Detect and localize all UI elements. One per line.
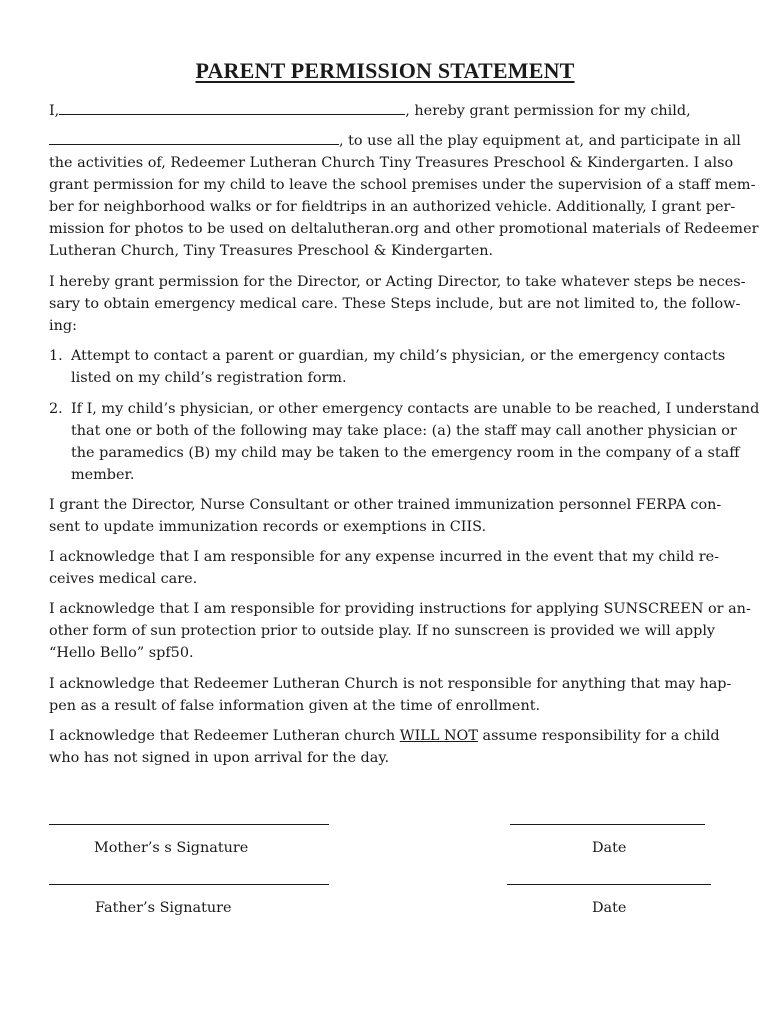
sunscreen-text-line: “Hello Bello” spf50. <box>49 645 194 661</box>
date-label-1: Date <box>592 840 627 856</box>
date-label-2: Date <box>592 900 627 916</box>
child-name-blank[interactable] <box>49 130 339 145</box>
arrival-line-2: who has not signed in upon arrival for the day. <box>49 750 390 766</box>
intro-prefix: I, <box>49 103 60 119</box>
list-number: 1. <box>49 348 63 364</box>
false-info-text-line: pen as a result of false information given at the time of enrollment. <box>49 698 541 714</box>
arrival-prefix: I acknowledge that Redeemer Lutheran church <box>49 728 396 744</box>
emergency-text-line: I hereby grant permission for the Director, or Acting Director, to take whatever steps be neces- <box>49 274 746 290</box>
list-item-text: the paramedics (B) my child may be taken to the emergency room in the company of a staff <box>71 445 740 461</box>
parent-name-blank[interactable] <box>59 100 405 115</box>
sunscreen-text-line: I acknowledge that I am responsible for providing instructions for applying SUNSCREEN or an- <box>49 601 751 617</box>
expense-text-line: I acknowledge that I am responsible for any expense incurred in the event that my child re- <box>49 549 720 565</box>
list-item-text: that one or both of the following may take place: (a) the staff may call another physician or <box>71 423 737 439</box>
intro-text-line: grant permission for my child to leave the school premises under the supervision of a staff mem- <box>49 177 756 193</box>
list-item-2 <box>49 398 759 420</box>
emergency-text-line: sary to obtain emergency medical care. These Steps include, but are not limited to, the follow- <box>49 296 741 312</box>
intro-text-line: the activities of, Redeemer Lutheran Church Tiny Treasures Preschool & Kindergarten. I also <box>49 155 734 171</box>
intro-line-1 <box>49 100 691 122</box>
arrival-line-1 <box>49 725 720 747</box>
sunscreen-text-line: other form of sun protection prior to outside play. If no sunscreen is provided we will apply <box>49 623 716 639</box>
intro-line-2 <box>49 130 741 152</box>
list-item-text: member. <box>71 467 135 483</box>
mother-signature-label: Mother’s s Signature <box>94 840 249 856</box>
expense-text-line: ceives medical care. <box>49 571 198 587</box>
intro-line-2-suffix: , to use all the play equipment at, and participate in all <box>339 133 741 149</box>
list-item-1 <box>49 345 725 367</box>
list-item-text: Attempt to contact a parent or guardian, my child’s physician, or the emergency contacts <box>71 348 726 364</box>
emergency-text-line: ing: <box>49 318 77 334</box>
intro-text-line: ber for neighborhood walks or for fieldtrips in an authorized vehicle. Additionally, I grant per- <box>49 199 736 215</box>
father-signature-label: Father’s Signature <box>95 900 232 916</box>
ferpa-text-line: I grant the Director, Nurse Consultant or other trained immunization personnel FERPA con- <box>49 497 722 513</box>
date-line-1[interactable] <box>510 824 705 825</box>
document-title: PARENT PERMISSION STATEMENT <box>195 58 575 83</box>
list-number: 2. <box>49 401 63 417</box>
intro-text-line: mission for photos to be used on deltalutheran.org and other promotional materials of Redeemer <box>49 221 759 237</box>
intro-text-line: Lutheran Church, Tiny Treasures Preschool & Kindergarten. <box>49 243 494 259</box>
date-line-2[interactable] <box>507 884 711 885</box>
arrival-suffix: assume responsibility for a child <box>482 728 720 744</box>
list-item-text: If I, my child’s physician, or other emergency contacts are unable to be reached, I understand <box>71 401 760 417</box>
father-signature-line[interactable] <box>49 884 329 885</box>
ferpa-text-line: sent to update immunization records or exemptions in CIIS. <box>49 519 487 535</box>
list-item-text: listed on my child’s registration form. <box>71 370 347 386</box>
intro-line-1-suffix: , hereby grant permission for my child, <box>405 103 691 119</box>
false-info-text-line: I acknowledge that Redeemer Lutheran Church is not responsible for anything that may hap- <box>49 676 732 692</box>
mother-signature-line[interactable] <box>49 824 329 825</box>
will-not-emphasis: WILL NOT <box>399 728 478 744</box>
